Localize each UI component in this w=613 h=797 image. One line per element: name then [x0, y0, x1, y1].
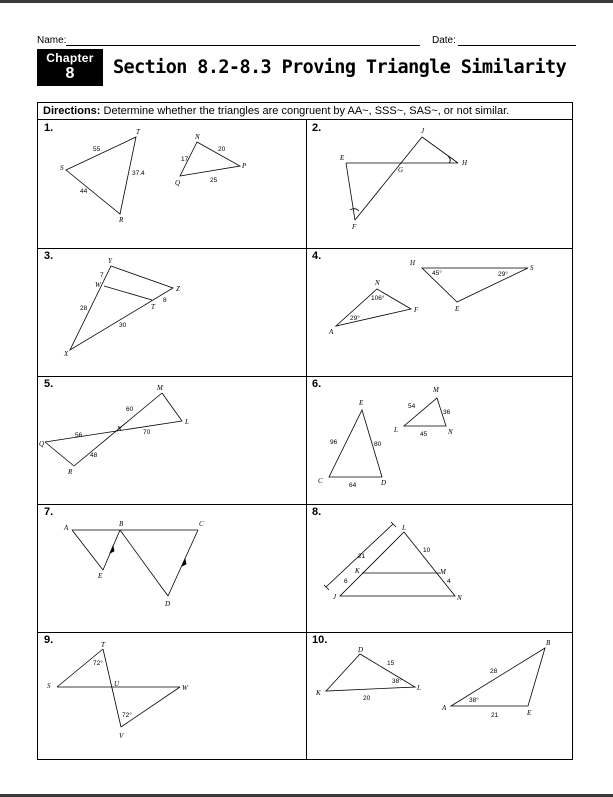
- figure-10: [315, 639, 551, 719]
- fig8-label-0: L: [402, 524, 406, 532]
- fig9-label-1: S: [47, 682, 51, 690]
- fig10-label-10: 38°: [469, 697, 479, 704]
- fig7-label-0: A: [64, 524, 69, 532]
- fig2-label-0: J: [421, 127, 425, 135]
- fig6-label-8: 64: [349, 482, 357, 489]
- fig3-label-7: 8: [163, 297, 167, 304]
- chapter-number: 8: [65, 65, 75, 82]
- fig4-label-9: 29°: [350, 315, 360, 322]
- fig1-label-1: T: [136, 128, 140, 136]
- fig7-label-4: D: [165, 600, 171, 608]
- fig9-label-6: 72°: [122, 712, 132, 719]
- fig1-label-10: 20: [218, 146, 226, 153]
- fig10-label-4: A: [442, 704, 447, 712]
- fig6-label-5: N: [448, 428, 453, 436]
- figure-4: [328, 259, 534, 336]
- problem-10-number: 10.: [312, 634, 328, 646]
- fig5-label-0: M: [157, 384, 163, 392]
- fig1-label-5: 37.4: [132, 170, 145, 177]
- figure-7: [63, 520, 204, 608]
- fig5-label-3: Q: [39, 440, 45, 448]
- fig1-label-11: 25: [210, 177, 218, 184]
- fig3-label-1: W: [95, 281, 101, 289]
- figure-9: [47, 641, 189, 740]
- fig1-label-3: 55: [93, 146, 101, 153]
- fig1-label-4: 44: [80, 188, 88, 195]
- fig3-label-8: 30: [119, 322, 127, 329]
- fig1-label-6: N: [195, 133, 200, 141]
- fig1-label-8: Q: [175, 179, 181, 187]
- fig6-label-7: 80: [374, 441, 382, 448]
- fig5-label-1: L: [185, 418, 189, 426]
- fig10-label-9: 28: [490, 668, 498, 675]
- figure-5: [39, 384, 189, 476]
- fig10-label-0: D: [358, 646, 364, 654]
- fig5-label-5: 60: [126, 406, 134, 413]
- fig6-label-2: D: [381, 479, 387, 487]
- fig4-label-2: N: [375, 279, 380, 287]
- fig9-label-5: 72°: [93, 660, 103, 667]
- fig4-label-7: 29°: [498, 271, 508, 278]
- fig7-label-3: E: [98, 572, 103, 580]
- fig8-label-4: N: [457, 594, 462, 602]
- fig1-label-0: S: [60, 164, 64, 172]
- problem-4-number: 4.: [312, 250, 322, 262]
- fig1-label-2: R: [119, 216, 124, 224]
- directions-bold: Directions:: [43, 105, 101, 117]
- fig10-label-6: 15: [387, 660, 395, 667]
- fig6-label-6: 96: [330, 439, 338, 446]
- fig4-label-0: H: [410, 259, 416, 267]
- fig8-label-1: K: [355, 567, 360, 575]
- fig10-label-2: L: [417, 684, 421, 692]
- fig6-label-11: 45: [420, 431, 428, 438]
- fig6-label-1: C: [318, 477, 323, 485]
- fig10-label-5: E: [527, 709, 532, 717]
- figure-1: [60, 128, 247, 224]
- problem-1-number: 1.: [44, 122, 54, 134]
- fig9-label-3: W: [182, 684, 188, 692]
- fig6-label-3: M: [433, 386, 439, 394]
- fig1-label-9: 17: [181, 156, 189, 163]
- problem-3-number: 3.: [44, 250, 54, 262]
- fig6-label-10: 36: [443, 409, 451, 416]
- problem-7-number: 7.: [44, 506, 54, 518]
- problem-2-number: 2.: [312, 122, 322, 134]
- fig10-label-1: K: [316, 689, 321, 697]
- fig4-label-5: A: [329, 328, 334, 336]
- fig4-label-1: S: [530, 264, 534, 272]
- fig2-label-3: H: [462, 159, 468, 167]
- fig6-label-9: 54: [408, 403, 416, 410]
- fig10-label-7: 38°: [392, 678, 402, 685]
- fig8-label-7: 6: [344, 578, 348, 585]
- fig10-label-3: B: [546, 639, 551, 647]
- fig6-label-0: E: [359, 399, 364, 407]
- fig2-label-4: F: [352, 223, 357, 231]
- fig5-label-7: 56: [75, 432, 83, 439]
- fig3-label-5: 7: [100, 272, 104, 279]
- fig7-label-1: B: [119, 520, 124, 528]
- fig7-label-2: C: [199, 520, 204, 528]
- fig3-label-3: T: [151, 303, 155, 311]
- figure-8: [324, 522, 462, 602]
- fig8-label-2: M: [440, 568, 446, 576]
- fig5-label-2: N: [117, 425, 122, 433]
- fig2-label-2: G: [398, 166, 404, 174]
- fig4-label-3: F: [414, 306, 419, 314]
- fig4-label-8: 106°: [371, 295, 385, 302]
- fig8-label-6: 10: [423, 547, 431, 554]
- fig1-label-7: P: [242, 162, 247, 170]
- fig6-label-4: L: [394, 426, 398, 434]
- fig2-label-1: E: [340, 154, 345, 162]
- name-label: Name:: [37, 35, 67, 46]
- fig3-label-4: X: [64, 350, 69, 358]
- figure-6: [318, 386, 453, 489]
- fig5-label-6: 70: [143, 429, 151, 436]
- chapter-word: Chapter: [46, 51, 94, 65]
- date-label: Date:: [432, 35, 456, 46]
- fig8-label-5: 21: [358, 553, 366, 560]
- fig10-label-11: 21: [491, 712, 499, 719]
- problem-6-number: 6.: [312, 378, 322, 390]
- fig4-label-6: 45°: [432, 270, 442, 277]
- fig8-label-3: J: [333, 593, 337, 601]
- problem-8-number: 8.: [312, 506, 322, 518]
- fig9-label-4: V: [119, 732, 124, 740]
- fig3-label-0: Y: [108, 257, 112, 265]
- figure-2: [339, 127, 468, 231]
- fig9-label-0: T: [101, 641, 105, 649]
- figure-3: [63, 257, 180, 358]
- problem-5-number: 5.: [44, 378, 54, 390]
- fig8-label-8: 4: [447, 578, 451, 585]
- fig9-label-2: U: [114, 680, 120, 688]
- fig5-label-4: R: [68, 468, 73, 476]
- fig3-label-2: Z: [176, 285, 180, 293]
- directions-text: Determine whether the triangles are congruent by AA~, SSS~, SAS~, or not similar.: [100, 105, 510, 117]
- page-title: Section 8.2-8.3 Proving Triangle Similarity: [113, 57, 567, 78]
- fig5-label-8: 48: [90, 452, 98, 459]
- problem-9-number: 9.: [44, 634, 54, 646]
- fig3-label-6: 28: [80, 305, 88, 312]
- fig10-label-8: 20: [363, 695, 371, 702]
- fig4-label-4: E: [455, 305, 460, 313]
